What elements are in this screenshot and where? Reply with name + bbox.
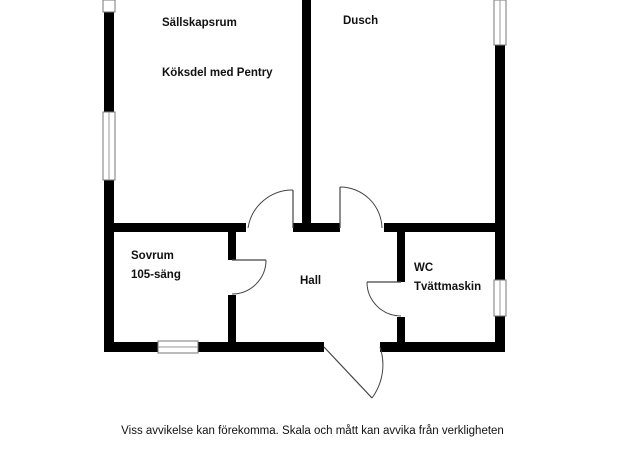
room-label-shower [343,12,378,31]
room-name-kitchenette: Köksdel med Pentry [162,67,273,79]
room-label-bedroom [131,247,181,285]
room-name-bedroom: Sovrum [131,250,174,262]
room-label-hall [300,272,321,291]
door-bedroom-swing [232,260,266,294]
room-label-living [162,14,237,33]
room-name-wc: WC [414,262,434,274]
wall-wc-left-upper [397,232,405,282]
door-entrance-leaf [324,347,372,398]
wall-bedroom-right-lower [228,295,236,345]
wall-bedroom-right-upper [228,232,236,260]
disclaimer-caption: Viss avvikelse kan förekomma. Skala och mått kan avvika från verkligheten [121,425,504,437]
door-wc-swing [367,282,401,316]
wall-center-divider [302,0,311,225]
wall-bottom-left [104,342,324,352]
room-name-living: Sällskapsrum [162,17,237,29]
room-label-kitchenette [162,64,273,83]
window-left-top [103,0,115,12]
room-name-hall: Hall [300,275,322,287]
door-entrance-swing [372,347,383,398]
door-living-swing [248,190,293,228]
wall-hall-top [293,223,340,232]
wall-wc-left-lower [397,317,405,345]
door-shower-swing [340,187,382,228]
room-detail-wc: Tvättmaskin [414,281,482,293]
room-detail-bedroom: 105-säng [131,269,181,281]
room-label-wc [414,259,481,297]
wall-living-bottom-left [104,223,246,232]
room-name-shower: Dusch [343,15,379,27]
wall-shower-bottom [384,223,505,232]
